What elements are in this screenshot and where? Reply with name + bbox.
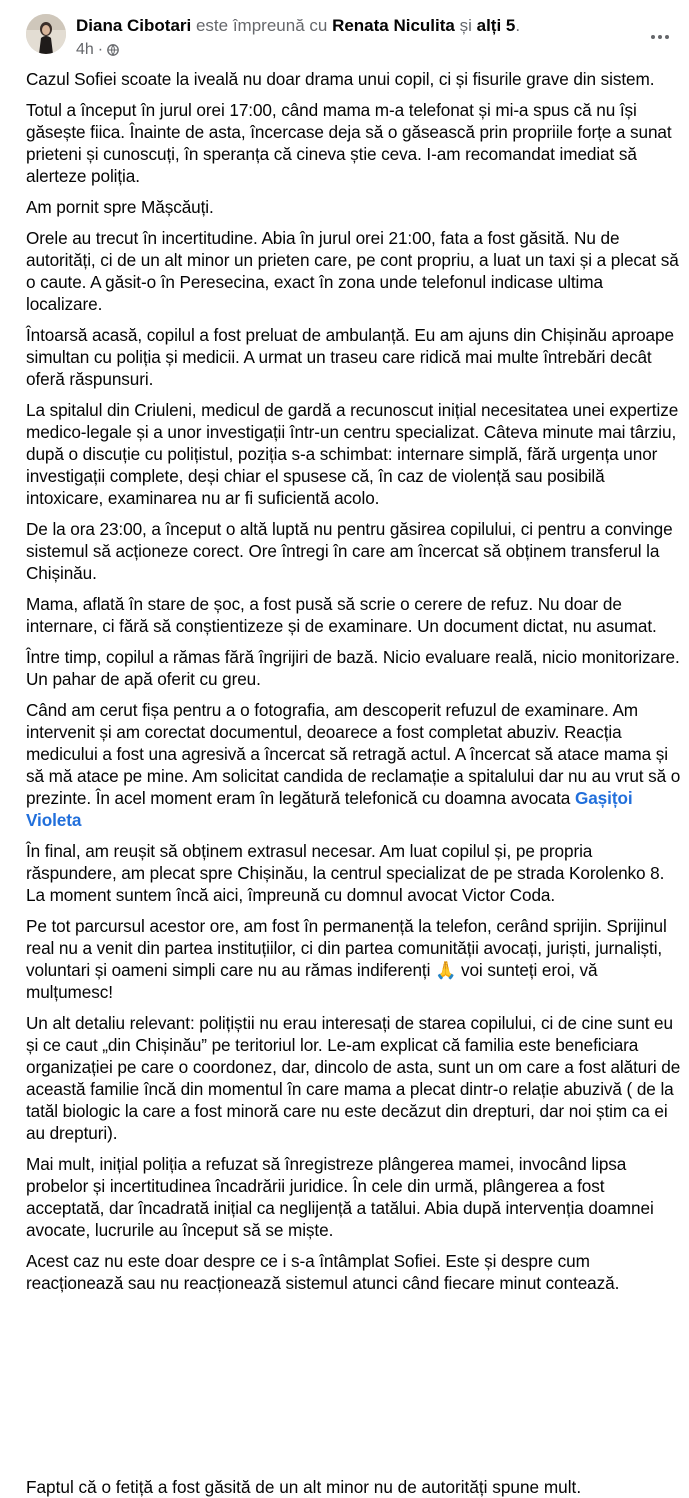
others-link[interactable]: alți 5 — [476, 16, 516, 35]
meta-separator: · — [97, 41, 104, 58]
tagged-person[interactable]: Renata Niculita — [332, 16, 455, 35]
paragraph: Acest caz nu este doar despre ce i s-a întâmplat Sofiei. Este și despre cum reacționează sau nu reacționează sistemul atunci când fiecare minut contează. — [26, 1251, 620, 1293]
more-options-button[interactable] — [645, 22, 675, 52]
truncated-paragraph: Faptul că o fetiță a fost găsită de un alt minor nu de autorități spune mult. — [26, 1477, 582, 1497]
author-name[interactable]: Diana Cibotari — [76, 16, 192, 35]
paragraph: Am pornit spre Mășcăuți. — [26, 197, 214, 217]
tagged-lawyer-link[interactable]: Gașițoi Violeta — [26, 788, 633, 830]
author-avatar[interactable] — [26, 14, 66, 54]
post-meta — [76, 40, 119, 60]
period: . — [515, 16, 521, 35]
paragraph: La spitalul din Criuleni, medicul de gardă a recunoscut inițial necesitatea unei expertize medico-legale și a unor investigații într-un centru specializat. Câteva minute mai târziu, după o discuție cu polițistul, poziția s-a schimbat: internare simplă, fără urgența unor investigații complete, deși chiar el spusese că, în caz de violență sau posibilă intoxicare, examinarea nu ar fi suficientă acolo. — [26, 400, 679, 508]
author-line — [76, 14, 520, 38]
paragraph — [26, 699, 682, 831]
and-text: și — [454, 16, 477, 35]
globe-icon[interactable] — [107, 44, 119, 56]
paragraph: Orele au trecut în incertitudine. Abia în jurul orei 21:00, fata a fost găsită. Nu de autorități, ci de un alt minor un prieten care, pe cont propriu, a luat un taxi și a plecat să o caute. A găsit-o în Peresecina, exact în zona unde telefonul indicase ultima localizare. — [26, 228, 679, 314]
paragraph: Întoarsă acasă, copilul a fost preluat de ambulanță. Eu am ajuns din Chișinău aproape simultan cu poliția și medicii. A urmat un traseu care ridică mai multe întrebări decât oferă răspunsuri. — [26, 325, 674, 389]
paragraph-text: Când am cerut fișa pentru a o fotografia, am descoperit refuzul de examinare. Am intervenit și am corectat documentul, deoarece a fost completat abuziv. Reacția medicului a fost una agresivă a încercat să retragă actul. A încercat să atace mama și să mă atace pe mine. Am solicitat candida de reclamație a spitalului dar nu au vrut să o prezinte. În acel moment eram în legătură telefonică cu doamna avocata — [26, 700, 681, 808]
post-header — [0, 0, 689, 70]
paragraph: Cazul Sofiei scoate la iveală nu doar drama unui copil, ci și fisurile grave din sistem. — [26, 69, 655, 89]
paragraph: Mama, aflată în stare de șoc, a fost pusă să scrie o cerere de refuz. Nu doar de internare, ci fără să conștientizeze și de examinare. Un document dictat, nu asumat. — [26, 594, 657, 636]
paragraph: Pe tot parcursul acestor ore, am fost în permanență la telefon, cerând sprijin. Sprijinul real nu a venit din partea instituțiilor, ci din partea comunității avocați, juriști, jurnaliști, voluntari și oameni simpli care nu au rămas indiferenți 🙏 voi sunteți eroi, vă mulțumesc! — [26, 916, 667, 1002]
avatar-photo — [26, 14, 66, 54]
paragraph: Între timp, copilul a rămas fără îngrijiri de bază. Nicio evaluare reală, nicio monitorizare. Un pahar de apă oferit cu greu. — [26, 647, 680, 689]
post-text — [26, 68, 682, 1303]
paragraph: De la ora 23:00, a început o altă luptă nu pentru găsirea copilului, ci pentru a convinge sistemul să acționeze corect. Ore întregi în care am încercat să obținem transferul la Chișinău. — [26, 519, 673, 583]
paragraph: Totul a început în jurul orei 17:00, când mama m-a telefonat și mi-a spus că nu își găsește fiica. Înainte de asta, încercase deja să o găsească prin propriile forțe a sunat prieteni și cunoscuți, în speranța că cineva știe ceva. I-am recomandat imediat să alerteze poliția. — [26, 100, 672, 186]
with-text: este împreună cu — [191, 16, 333, 35]
post-time[interactable]: 4h — [76, 41, 94, 58]
more-dot — [665, 35, 669, 39]
more-dot — [658, 35, 662, 39]
paragraph: În final, am reușit să obținem extrasul necesar. Am luat copilul și, pe propria răspundere, am plecat spre Chișinău, la centrul specializat de pe strada Korolenko 8. La moment suntem încă aici, împreună cu domnul avocat Victor Coda. — [26, 841, 665, 905]
paragraph: Mai mult, inițial poliția a refuzat să înregistreze plângerea mamei, invocând lipsa probelor și incertitudinea încadrării juridice. În cele din urmă, plângerea a fost acceptată, dar încadrată inițial ca neglijență a tatălui. Abia după intervenția doamnei avocate, lucrurile au început să se miște. — [26, 1154, 654, 1240]
more-horizontal-icon — [651, 35, 655, 39]
paragraph: Un alt detaliu relevant: polițiștii nu erau interesați de starea copilului, ci de cine sunt eu și ce caut „din Chișinău” pe teritoriul lor. Le-am explicat că familia este beneficiara organizației pe care o coordonez, dar, dincolo de asta, sunt un om care a fost alături de această familie încă din momentul în care mama a plecat dintr-o relație abuzivă ( de la tatăl biologic la care a fost minoră care nu este decăzut din drepturi, dar noi știm ca ei au drepturi). — [26, 1013, 681, 1143]
